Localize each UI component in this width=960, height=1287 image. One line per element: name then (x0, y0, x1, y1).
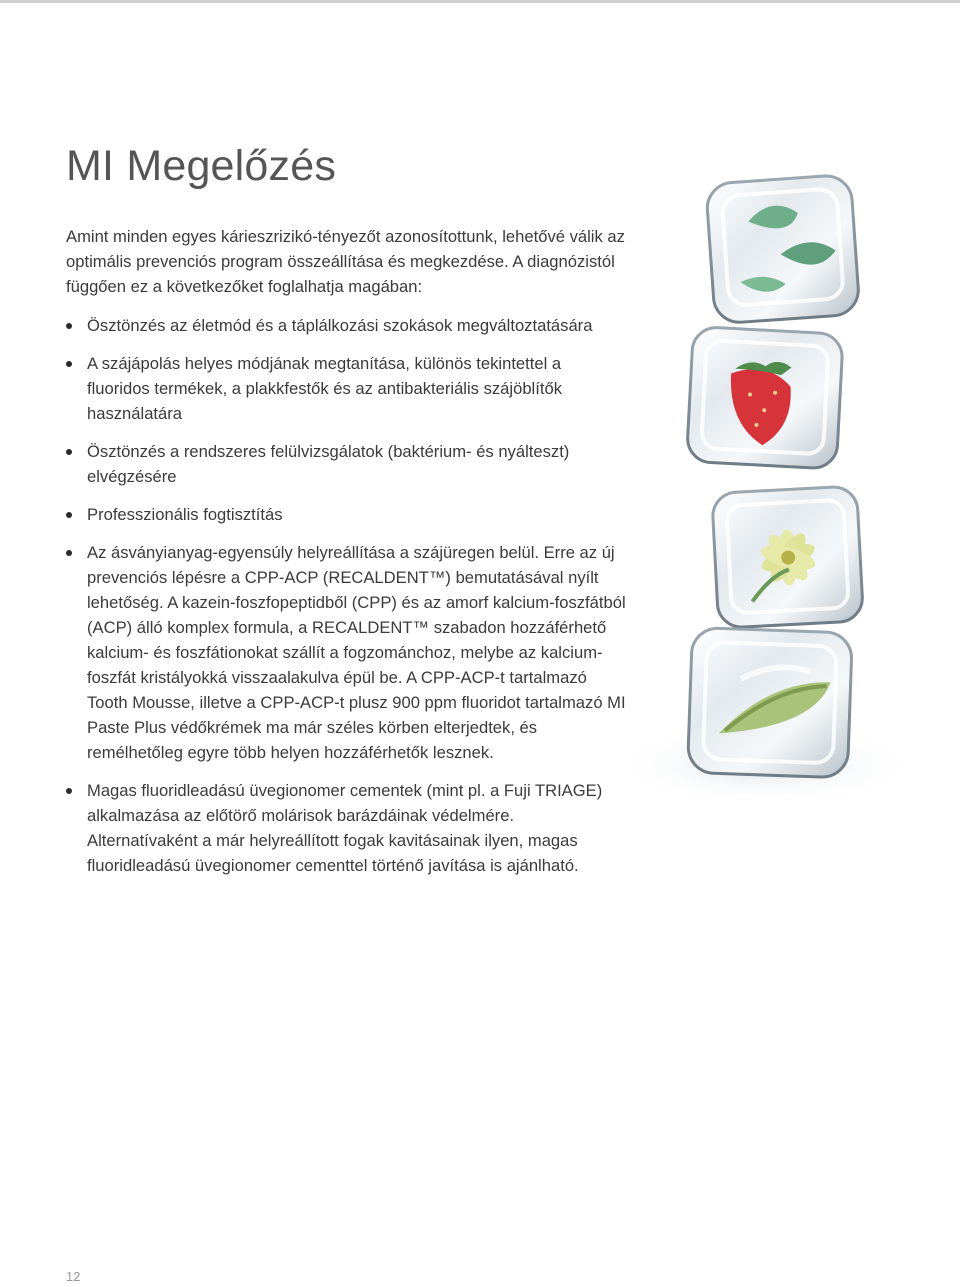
page-number: 12 (66, 1269, 81, 1284)
bullet-icon (66, 788, 72, 794)
bullet-icon (66, 550, 72, 556)
bullet-icon (66, 361, 72, 367)
bullet-icon (66, 512, 72, 518)
intro-paragraph: Amint minden egyes kárieszrizikó-tényezőt azonosítottunk, lehetővé válik az optimális prevenciós program összeállítása és megkezdése. A diagnózistól függően ez a következőket foglalhatja magában: (66, 227, 625, 296)
ice-cube-flower (712, 486, 864, 628)
list-item-text: A szájápolás helyes módjának megtanítása, különös tekintettel a fluoridos termékek, a plakkfestők és az antibakteriális szájöblítők használatára (87, 354, 562, 423)
list-item (66, 351, 626, 426)
list-item (66, 778, 626, 878)
bullet-icon (66, 449, 72, 455)
list-item-text: Ösztönzés az életmód és a táplálkozási szokások megváltoztatására (87, 316, 593, 335)
list-item-text: Magas fluoridleadású üvegionomer cementek (mint pl. a Fuji TRIAGE) alkalmazása az előtörő molárisok barázdáinak védelmére. Alternatívaként a már helyreállított fogak kavitásainak ilyen, magas fluoridleadású üvegionomer cementtel történő javítása is ajánlható. (87, 781, 603, 875)
top-rule (0, 0, 960, 3)
list-item-text: Professzionális fogtisztítás (87, 505, 283, 524)
list-item-text: Ösztönzés a rendszeres felülvizsgálatok (baktérium- és nyálteszt) elvégzésére (87, 442, 570, 486)
ice-cubes-illustration (630, 160, 950, 940)
ice-cube-melon (687, 627, 852, 777)
page-title: MI Megelőzés (66, 142, 337, 190)
list-item-text: Az ásványianyag-egyensúly helyreállítása a szájüregen belül. Erre az új prevenciós lépésre a CPP-ACP (RECALDENT™) bemutatásával nyílt lehetőség. A kazein-foszfopeptidből (CPP) és az amorf kalcium-foszfátból (ACP) álló komplex formula, a RECALDENT™ szabadon hozzáférhető kalcium- és foszfátionokat szállít a fogzománchoz, melybe az kalcium-foszfát kristályokká visszaalakulva épül be. A CPP-ACP-t tartalmazó Tooth Mousse, illetve a CPP-ACP-t plusz 900 ppm fluoridot tartalmazó MI Paste Plus védőkrémek ma már széles körben elterjedtek, és remélhetőleg egyre több helyen hozzáférhetők lesznek. (87, 543, 626, 762)
list-item (66, 439, 626, 489)
list-item (66, 540, 626, 765)
ice-cubes-image (630, 160, 950, 940)
ice-cube-mint (706, 174, 860, 324)
prevention-list (66, 313, 626, 878)
list-item (66, 502, 626, 527)
ice-cube-strawberry (686, 326, 843, 469)
list-item (66, 313, 626, 338)
bullet-icon (66, 323, 72, 329)
content-column (66, 224, 626, 891)
